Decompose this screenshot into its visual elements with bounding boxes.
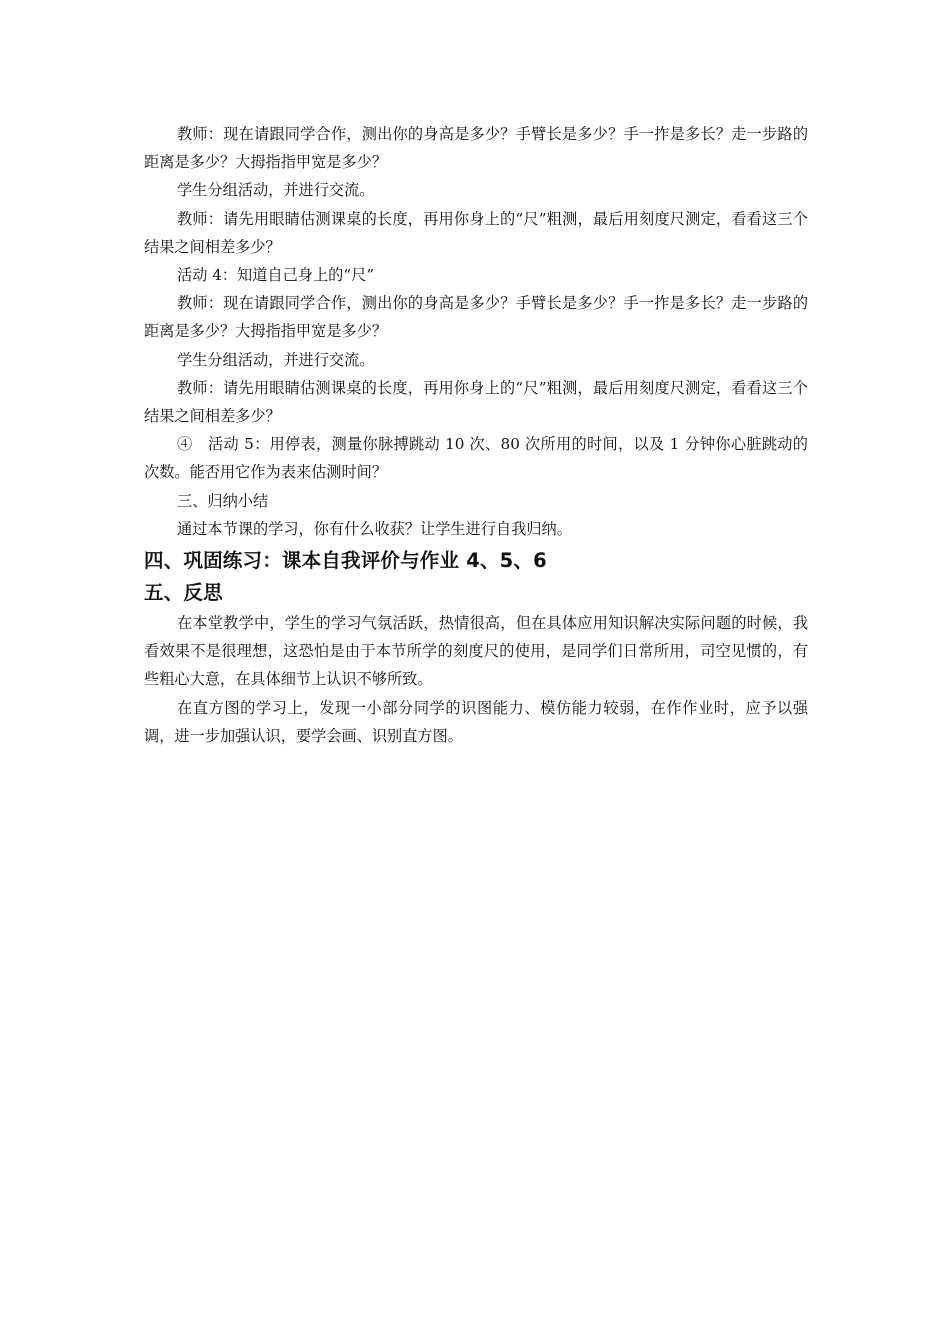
paragraph-teacher-measure-1: 教师：现在请跟同学合作，测出你的身高是多少？手臂长是多少？手一拃是多长？走一步路的距离是多少？大拇指指甲宽是多少？ [144, 125, 808, 172]
paragraph-reflection-2: 在直方图的学习上，发现一小部分同学的识图能力、模仿能力较弱，在作作业时，应予以强调，进一步加强认识，要学会画、识别直方图。 [144, 698, 808, 745]
heading-practice: 四、巩固练习：课本自我评价与作业 4、5、6 [144, 549, 547, 573]
paragraph-group-activity-2: 学生分组活动，并进行交流。 [177, 350, 375, 369]
document-body [144, 120, 808, 750]
paragraph-summary-body: 通过本节课的学习，你有什么收获？让学生进行自我归纳。 [177, 519, 572, 538]
paragraph-teacher-estimate-1: 教师：请先用眼睛估测课桌的长度，再用你身上的“尺”粗测，最后用刻度尺测定，看看这三个结果之间相差多少？ [144, 209, 808, 256]
paragraph-activity-5: ④ 活动 5：用停表，测量你脉搏跳动 10 次、80 次所用的时间，以及 1 分钟你心脏跳动的次数。能否用它作为表来估测时间？ [144, 435, 808, 482]
paragraph-activity-4-title: 活动 4：知道自己身上的“尺” [177, 266, 375, 285]
paragraph-summary-title: 三、归纳小结 [177, 491, 269, 510]
paragraph-reflection-1: 在本堂教学中，学生的学习气氛活跃，热情很高，但在具体应用知识解决实际问题的时候，我看效果不是很理想，这恐怕是由于本节所学的刻度尺的使用，是同学们日常所用，司空见惯的，有些粗心大意，在具体细节上认识不够所致。 [144, 614, 808, 689]
paragraph-teacher-estimate-2: 教师：请先用眼睛估测课桌的长度，再用你身上的“尺”粗测，最后用刻度尺测定，看看这三个结果之间相差多少？ [144, 378, 808, 426]
paragraph-teacher-measure-2: 教师：现在请跟同学合作，测出你的身高是多少？手臂长是多少？手一拃是多长？走一步路的距离是多少？大拇指指甲宽是多少？ [144, 294, 808, 341]
heading-reflection: 五、反思 [144, 581, 223, 605]
paragraph-group-activity-1: 学生分组活动，并进行交流。 [177, 181, 375, 200]
